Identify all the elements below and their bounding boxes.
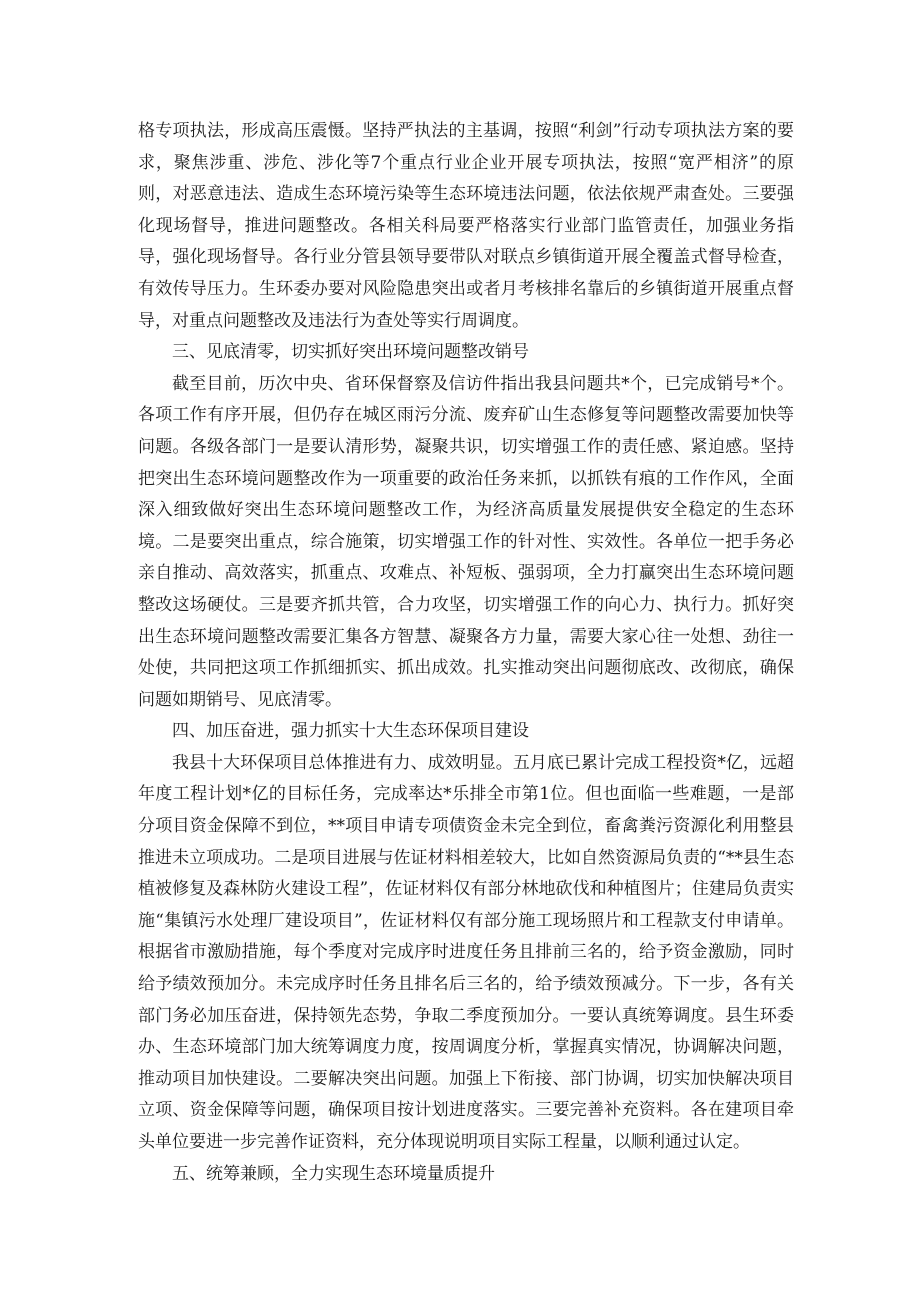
- section-heading-3: 三、见底清零，切实抓好突出环境问题整改销号: [172, 342, 529, 363]
- section-heading-4: 四、加压奋进，强力抓实十大生态环保项目建设: [172, 721, 529, 742]
- document-body: [138, 116, 794, 1190]
- paragraph-enforcement-continued: 格专项执法，形成高压震慑。坚持严执法的主基调，按照“利剑”行动专项执法方案的要求，聚焦涉重、涉危、涉化等7个重点行业企业开展专项执法，按照“宽严相济”的原则，对恶意违法、造成生态环境污染等生态环境违法问题，依法依规严肃查处。三要强化现场督导，推进问题整改。各相关科局要严格落实行业部门监管责任，加强业务指导，强化现场督导。各行业分管县领导要带队对联点乡镇街道开展全覆盖式督导检查，有效传导压力。生环委办要对风险隐患突出或者月考核排名靠后的乡镇街道开展重点督导，对重点问题整改及违法行为查处等实行周调度。: [138, 121, 794, 331]
- paragraph-rectification: 截至目前，历次中央、省环保督察及信访件指出我县问题共*个，已完成销号*个。各项工作有序开展，但仍存在城区雨污分流、废弃矿山生态修复等问题整改需要加快等问题。各级各部门一是要认清形势，凝聚共识，切实增强工作的责任感、紧迫感。坚持把突出生态环境问题整改作为一项重要的政治任务来抓，以抓铁有痕的工作作风，全面深入细致做好突出生态环境问题整改工作，为经济高质量发展提供安全稳定的生态环境。二是要突出重点，综合施策，切实增强工作的针对性、实效性。各单位一把手务必亲自推动、高效落实，抓重点、攻难点、补短板、强弱项，全力打赢突出生态环境问题整改这场硬仗。三是要齐抓共管，合力攻坚，切实增强工作的向心力、执行力。抓好突出生态环境问题整改需要汇集各方智慧、凝聚各方力量，需要大家心往一处想、劲往一处使，共同把这项工作抓细抓实、抓出成效。扎实推动突出问题彻底改、改彻底，确保问题如期销号、见底清零。: [138, 373, 794, 710]
- section-heading-5: 五、统筹兼顾，全力实现生态环境量质提升: [172, 1163, 495, 1184]
- paragraph-projects: 我县十大环保项目总体推进有力、成效明显。五月底已累计完成工程投资*亿，远超年度工程计划*亿的目标任务，完成率达*乐排全市第1位。但也面临一些难题，一是部分项目资金保障不到位，**项目申请专项债资金未完全到位，畜禽粪污资源化利用整县推进未立项成功。二是项目进展与佐证材料相差较大，比如自然资源局负责的“**县生态植被修复及森林防火建设工程”，佐证材料仅有部分林地砍伐和种植图片；住建局负责实施“集镇污水处理厂建设项目”，佐证材料仅有部分施工现场照片和工程款支付申请单。根据省市激励措施，每个季度对完成序时进度任务且排前三名的，给予资金激励，同时给予绩效预加分。未完成序时任务且排名后三名的，给予绩效预减分。下一步，各有关部门务必加压奋进，保持领先态势，争取二季度预加分。一要认真统筹调度。县生环委办、生态环境部门加大统筹调度力度，按周调度分析，掌握真实情况，协调解决问题，推动项目加快建设。二要解决突出问题。加强上下衔接、部门协调，切实加快解决项目立项、资金保障等问题，确保项目按计划进度落实。三要完善补充资料。各在建项目牵头单位要进一步完善作证资料，充分体现说明项目实际工程量，以顺利通过认定。: [138, 752, 794, 1152]
